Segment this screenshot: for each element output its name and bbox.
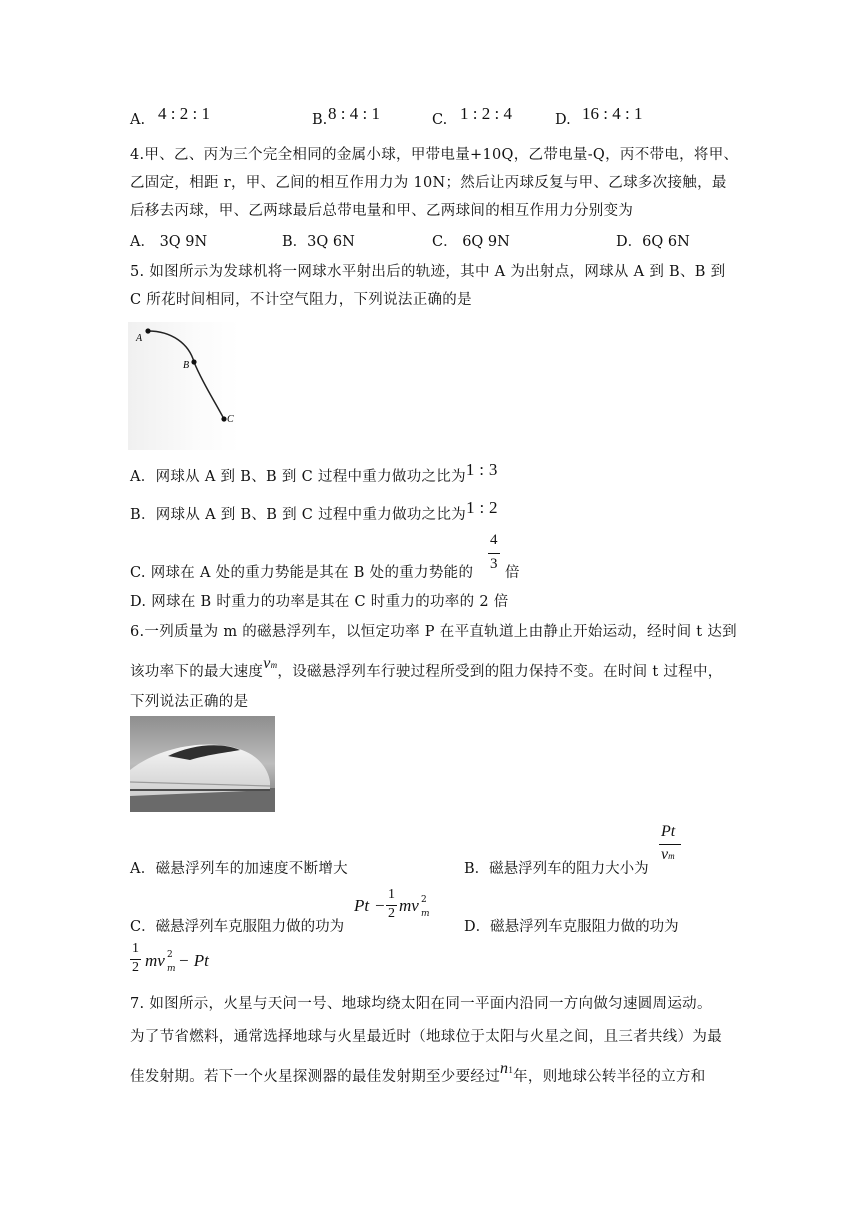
q6-option-b-fraction-bar (659, 844, 681, 845)
q7-stem-line-2: 为了节省燃料，通常选择地球与火星最近时（地球位于太阳与火星之间，且三者共线）为最 (130, 1029, 722, 1045)
q4-option-a: A． 3Q 9N (130, 234, 208, 250)
q3-option-a-label: A. (130, 112, 146, 128)
q6-option-a: A．磁悬浮列车的加速度不断增大 (130, 861, 348, 877)
trajectory-figure (128, 322, 240, 450)
q3-option-c-label: C. (432, 112, 448, 128)
q6-option-b-v: v (661, 846, 669, 863)
q3-option-c-value: 1 : 2 : 4 (460, 104, 512, 123)
q4-stem-line-2: 乙固定，相距 r，甲、乙间的相互作用力为 10N；然后让丙球反复与甲、乙球多次接触，最 (130, 175, 727, 191)
q6-option-d-mv: mv (145, 951, 165, 970)
label-c: C (227, 414, 234, 425)
q6-stem-line-2 (130, 655, 723, 681)
q5-option-a-ratio: 1 : 3 (465, 460, 498, 479)
n1-sub: 1 (508, 1065, 514, 1075)
q5-option-c-tail: 倍 (505, 565, 520, 581)
q7-stem-line-3b: 年，则地球公转半径的立方和 (513, 1069, 706, 1085)
q5-option-b-ratio: 1 : 2 (466, 498, 498, 517)
q6-option-b-text: B．磁悬浮列车的阻力大小为 (464, 861, 649, 877)
q6-option-c-pt: Pt (354, 896, 370, 915)
vm-sub: m (270, 660, 278, 670)
q4-stem-line-3: 后移去丙球，甲、乙两球最后总带电量和甲、乙两球间的相互作用力分别变为 (130, 203, 634, 219)
label-b: B (183, 360, 190, 371)
maglev-train-image (130, 716, 275, 812)
q3-option-d-value: 16 : 4 : 1 (582, 104, 643, 123)
q5-fraction-numerator: 4 (490, 532, 498, 548)
point-b (191, 359, 196, 364)
vm-v: v (263, 655, 271, 672)
q4-option-c: C． 6Q 9N (432, 234, 510, 250)
n1-n: n (500, 1060, 509, 1077)
q6-option-d-sub: m (167, 964, 176, 974)
q6-option-b-denominator (661, 846, 675, 864)
q3-option-b-label: B. (312, 112, 328, 128)
q5-fraction-denominator: 3 (490, 556, 498, 572)
q6-stem-line-1: 6.一列质量为 m 的磁悬浮列车，以恒定功率 P 在平直轨道上由静止开始运动，经时间 t 达到 (130, 624, 737, 640)
q6-option-c-sub: m (421, 909, 430, 919)
q6-option-c-half-num: 1 (388, 887, 395, 902)
q6-stem-line-3: 下列说法正确的是 (130, 694, 249, 710)
q3-option-b-value: 8 : 4 : 1 (328, 104, 380, 123)
q5-option-a (130, 460, 498, 486)
q5-option-d: D. 网球在 B 时重力的功率是其在 C 时重力的功率的 2 倍 (130, 594, 509, 610)
q4-stem-line-1: 4.甲、乙、丙为三个完全相同的金属小球，甲带电量+10Q，乙带电量-Q，丙不带电，将甲、 (130, 147, 739, 163)
q6-option-c-sup: 2 (421, 895, 427, 905)
q4-option-b: B．3Q 6N (282, 234, 355, 250)
q6-option-b-sub: m (668, 851, 675, 861)
vm-symbol (263, 655, 277, 672)
q6-stem-line-2b: ，设磁悬浮列车行驶过程所受到的阻力保持不变。在时间 t 过程中， (277, 664, 723, 680)
q6-option-b-numerator: Pt (661, 823, 676, 840)
q7-stem-line-3 (130, 1060, 706, 1086)
q6-option-c-minus: − (375, 896, 385, 915)
q3-option-a-value: 4 : 2 : 1 (158, 104, 210, 123)
label-a: A (136, 333, 143, 344)
q5-stem-line-2: C 所花时间相同，不计空气阻力，下列说法正确的是 (130, 292, 472, 308)
q7-stem-line-3a: 佳发射期。若下一个火星探测器的最佳发射期至少要经过 (130, 1069, 500, 1085)
point-c (221, 416, 226, 421)
q6-stem-line-2a: 该功率下的最大速度 (130, 664, 264, 680)
q6-option-d-half-num: 1 (132, 941, 139, 956)
q5-option-c-text: C. 网球在 A 处的重力势能是其在 B 处的重力势能的 (130, 565, 474, 581)
q4-option-d: D．6Q 6N (616, 234, 690, 250)
q6-option-c-text: C．磁悬浮列车克服阻力做的功为 (130, 919, 345, 935)
n1-symbol (500, 1060, 513, 1077)
q6-option-d-text: D．磁悬浮列车克服阻力做的功为 (464, 919, 679, 935)
q6-option-c-half-den: 2 (388, 906, 395, 921)
q6-option-d-sup: 2 (167, 950, 173, 960)
q5-option-b-text: B．网球从 A 到 B、B 到 C 过程中重力做功之比为 (130, 507, 467, 523)
point-a (145, 328, 150, 333)
q6-option-c-mv (399, 896, 419, 916)
q6-option-c-mv-text: mv (399, 896, 419, 915)
q7-stem-line-1: 7. 如图所示，火星与天问一号、地球均绕太阳在同一平面内沿同一方向做匀速圆周运动。 (130, 996, 712, 1012)
q6-option-d-tail: − Pt (178, 951, 209, 970)
q6-option-d-half-den: 2 (132, 960, 139, 975)
q3-option-d-label: D. (555, 112, 571, 128)
q5-fraction-bar (488, 553, 500, 554)
q5-option-b (130, 498, 498, 524)
q5-option-a-text: A．网球从 A 到 B、B 到 C 过程中重力做功之比为 (130, 469, 466, 485)
q5-stem-line-1: 5. 如图所示为发球机将一网球水平射出后的轨迹，其中 A 为出射点，网球从 A 到 B、B 到 (130, 264, 726, 280)
